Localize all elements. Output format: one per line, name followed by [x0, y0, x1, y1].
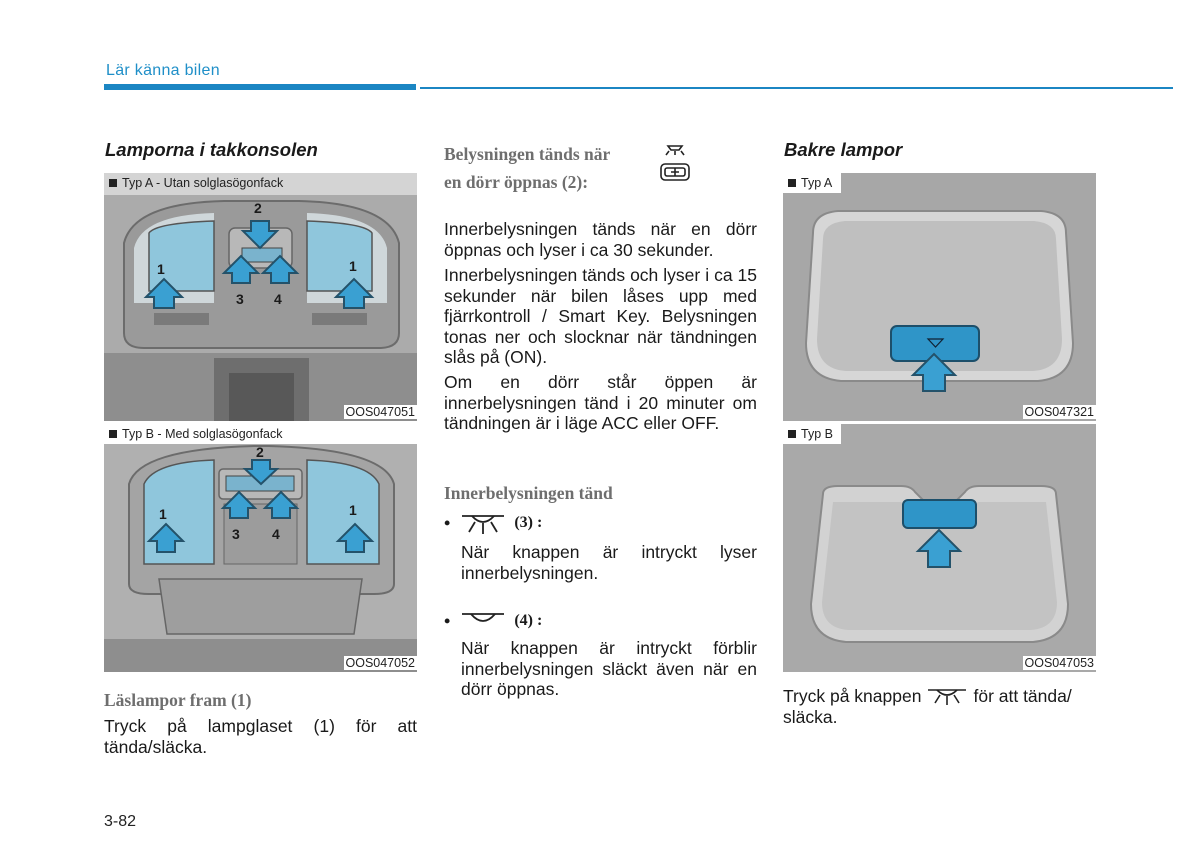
callout-1-left: 1: [157, 261, 165, 277]
figure-caption: Typ A: [788, 176, 832, 190]
callout-2: 2: [256, 444, 264, 460]
bullet-text-3: När knappen är intryckt lyser innerbelysningen.: [461, 542, 757, 583]
callout-1-left: 1: [159, 506, 167, 522]
light-on-icon: [925, 685, 969, 707]
page-number: 3-82: [104, 813, 137, 830]
figure-caption: Typ B - Med solglasögonfack: [109, 427, 283, 441]
figure-overhead-type-b: [104, 424, 417, 672]
door-switch-icon: [657, 140, 693, 189]
figure-caption: Typ A - Utan solglasögonfack: [109, 176, 283, 190]
figure-rear-type-a: [783, 173, 1096, 421]
interior-on-heading: Innerbelysningen tänd: [444, 483, 613, 503]
door-light-heading: Belysningen tänds när en dörr öppnas (2):: [444, 144, 611, 192]
callout-3: 3: [236, 291, 244, 307]
callout-4: 4: [272, 526, 280, 542]
section-title: Lär känna bilen: [106, 62, 220, 79]
callout-3: 3: [232, 526, 240, 542]
door-light-para3: Om en dörr står öppen är innerbelysningen tänd i 20 minuter om tändningen är i läge ACC eller OFF.: [444, 372, 757, 433]
reading-lamps-heading: Läslampor fram (1): [104, 690, 252, 710]
figure-rear-type-b: [783, 424, 1096, 672]
callout-4: 4: [274, 291, 282, 307]
figure-code: OOS047051: [345, 405, 415, 419]
callout-1-right: 1: [349, 258, 357, 274]
light-off-icon: [458, 608, 508, 634]
reading-lamps-text: Tryck på lampglaset (1) för att tända/släcka.: [104, 716, 417, 757]
door-light-para2: Innerbelysningen tänds och lyser i ca 15 sekunder när bilen låses upp med fjärrkontroll / Smart Key. Belysningen tonas ner och slocknar när tändningen slås på (ON).: [444, 265, 757, 367]
figure-overhead-type-a: [104, 173, 417, 421]
figure-code: OOS047053: [1024, 656, 1094, 670]
bullet-item-3: • (3) : När knappen är intryckt lyser innerbelysningen.: [444, 510, 757, 583]
header-bar-thick: [104, 84, 416, 90]
bullet-label-4: (4) :: [514, 612, 543, 629]
bullet-label-3: (3) :: [514, 514, 543, 531]
door-light-para1: Innerbelysningen tänds när en dörr öppnas och lyser i ca 30 sekunder.: [444, 219, 757, 260]
light-on-icon: [458, 510, 508, 536]
overhead-console-heading: Lamporna i takkonsolen: [105, 139, 318, 160]
callout-2: 2: [254, 200, 262, 216]
header-bar-thin: [420, 87, 1173, 89]
bullet-text-4: När knappen är intryckt förblir innerbelysningen släckt även när en dörr öppnas.: [461, 638, 757, 699]
rear-lamps-heading: Bakre lampor: [784, 139, 903, 160]
figure-code: OOS047321: [1024, 405, 1094, 419]
callout-1-right: 1: [349, 502, 357, 518]
figure-code: OOS047052: [345, 656, 415, 670]
figure-caption: Typ B: [788, 427, 833, 441]
bullet-item-4: • (4) : När knappen är intryckt förblir innerbelysningen släckt även när en dörr öppnas.: [444, 608, 757, 700]
rear-lamps-text: Tryck på knappen för att tända/ släcka.: [783, 685, 1072, 727]
